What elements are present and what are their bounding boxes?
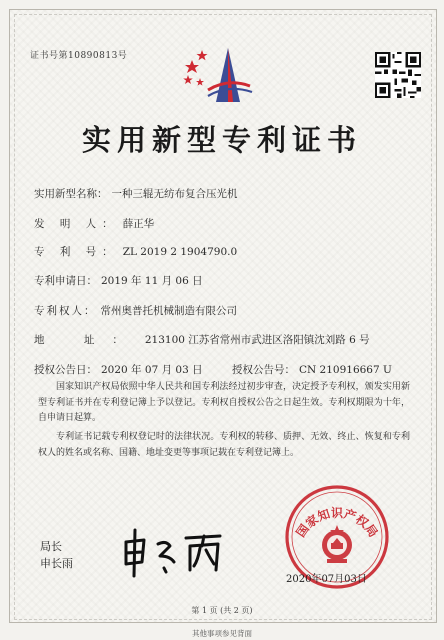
grant-number-label: 授权公告号： [231,364,295,376]
certificate-title: 实用新型专利证书 [81,123,362,157]
inventor-value: 薛正华 [122,218,155,230]
filing-date-row [34,273,203,288]
address-row [34,332,370,347]
grant-row [34,362,392,377]
patent-number-label: 专 利 号： [34,246,119,258]
director-signature [120,522,240,582]
legal-paragraph-2: 专利证书记载专利权登记时的法律状况。专利权的转移、质押、无效、终止、恢复和专利权人的姓名或名称、国籍、地址变更等事项记载在专利登记簿上。 [38,432,410,458]
address-value: 213100 江苏省常州市武进区洛阳镇沈刘路 6 号 [144,334,370,346]
grant-date-label: 授权公告日： [34,364,97,376]
patent-number-row [34,244,237,259]
page-number: 第 1 页 (共 2 页) [191,606,253,615]
utility-name-value: 一种三辊无纺布复合压光机 [111,188,238,200]
inventor-row [34,216,154,231]
qr-code [375,52,421,98]
grant-date-value: 2020 年 07 月 03 日 [101,364,203,376]
footer-note: 其他事项参见背面 [192,629,252,638]
filing-date-label: 专利申请日： [34,275,97,287]
certificate-number: 证书号第10890813号 [30,51,128,61]
inventor-label: 发 明 人： [34,218,119,230]
director-name: 申长雨 [40,557,73,570]
seal-ring-text: 国家知识产权局 [293,506,381,540]
owner-label: 专利权人： [34,305,97,317]
legal-paragraph-1: 国家知识产权局依照中华人民共和国专利法经过初步审查，决定授予专利权，颁发实用新型专利证书并在专利登记簿上予以登记。专利权自授权公告之日起生效。专利权期限为十年，自申请日起算。 [38,382,410,423]
filing-date-value: 2019 年 11 月 06 日 [101,275,203,287]
grant-number-value: CN 210916667 U [298,364,392,376]
cnipa-emblem-icon [178,40,258,110]
owner-value: 常州奥普托机械制造有限公司 [100,305,237,317]
seal-date: 2020年07月03日 [286,574,367,585]
national-emblem-icon [322,525,352,563]
utility-name-row [34,186,238,201]
utility-name-label: 实用新型名称： [34,188,108,200]
address-label: 地 址： [34,334,141,346]
director-title: 局长 [40,540,62,553]
patent-number-value: ZL 2019 2 1904790.0 [122,246,238,258]
owner-row [34,303,237,318]
